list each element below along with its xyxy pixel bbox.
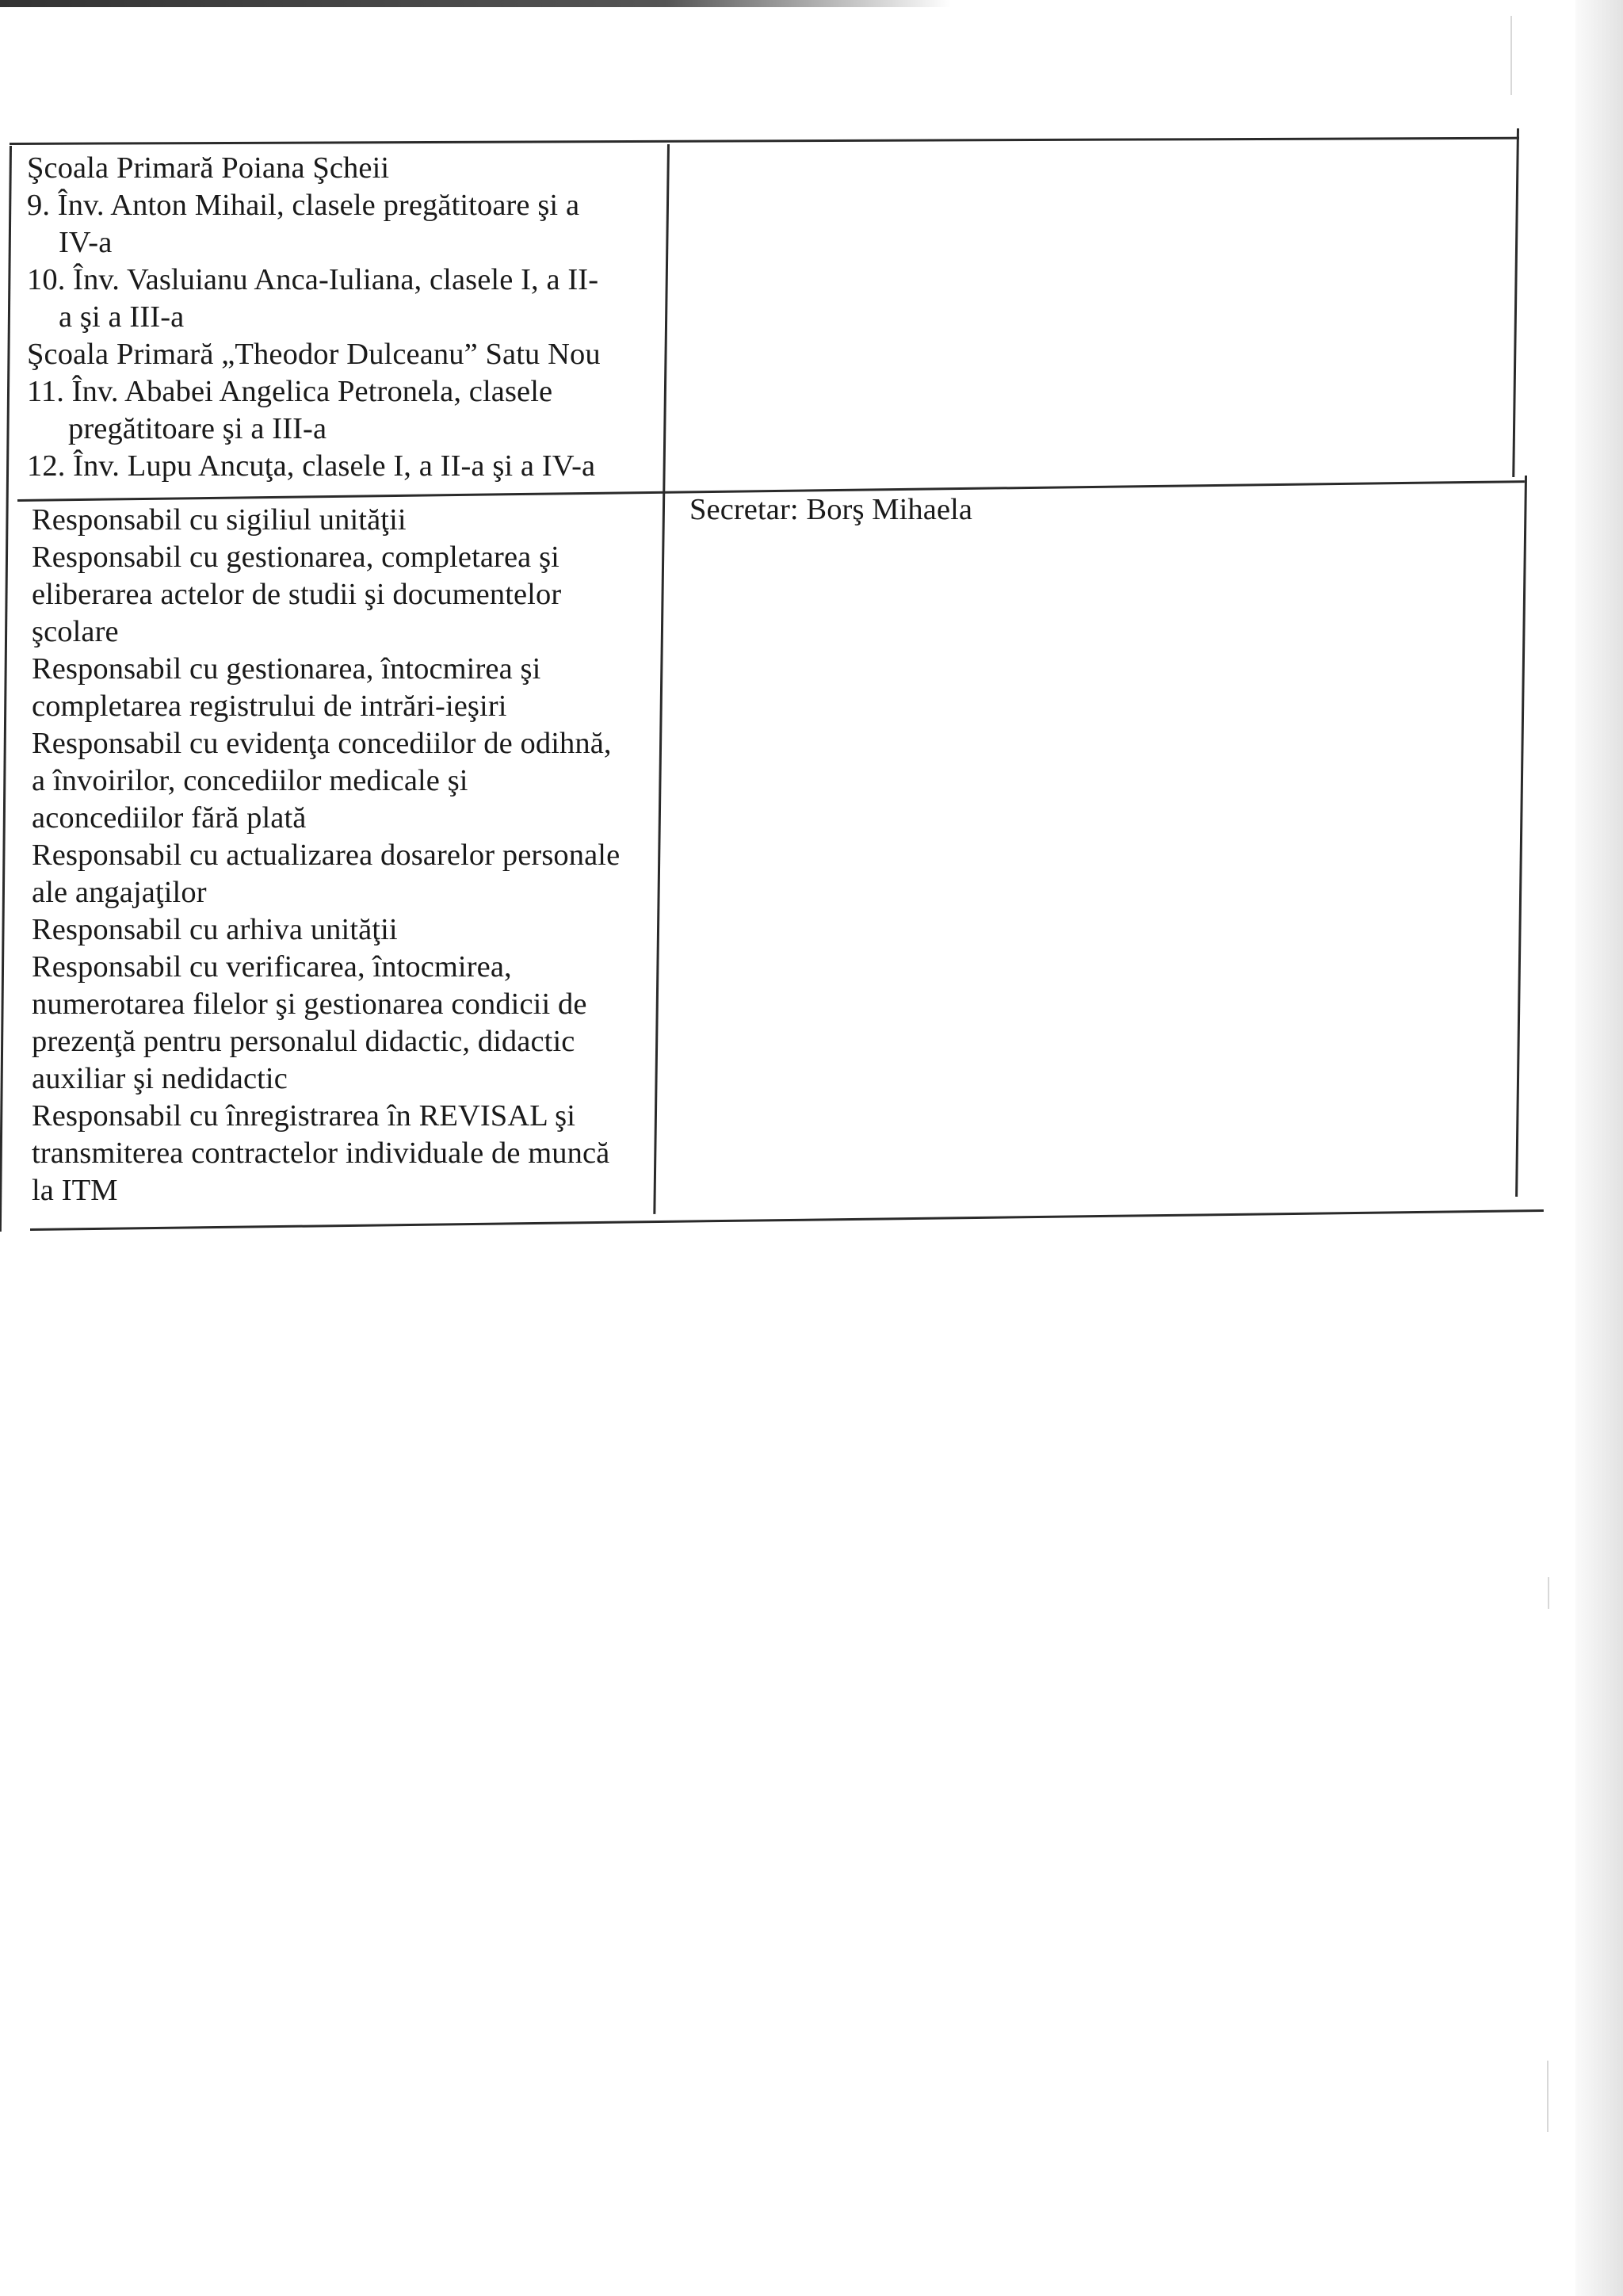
responsibility-line: auxiliar şi nedidactic: [32, 1062, 288, 1095]
responsibility-line: transmiterea contractelor individuale de muncă: [32, 1137, 610, 1170]
table-border-left: [0, 146, 12, 1232]
table-cell-person: [689, 491, 1514, 529]
responsibility-line: aconcediilor fără plată: [32, 801, 307, 835]
teacher-item: 12. Înv. Lupu Ancuţa, clasele I, a II-a şi a IV-a: [27, 449, 596, 483]
secretary-name: Secretar: Borş Mihaela: [689, 493, 973, 526]
responsibility-line: Responsabil cu arhiva unităţii: [32, 913, 398, 946]
responsibility-line: Responsabil cu actualizarea dosarelor personale: [32, 839, 621, 872]
scan-right-margin: [1575, 0, 1623, 2296]
responsibility-line: eliberarea actelor de studii şi documentelor: [32, 578, 562, 611]
responsibility-line: prezenţă pentru personalul didactic, didactic: [32, 1025, 575, 1058]
responsibility-line: Responsabil cu înregistrarea în REVISAL şi: [32, 1099, 576, 1133]
scan-top-edge: [0, 0, 951, 7]
responsibility-line: Responsabil cu verificarea, întocmirea,: [32, 950, 512, 984]
responsibility-line: ale angajaţilor: [32, 876, 207, 909]
responsibility-line: Responsabil cu evidenţa concediilor de odihnă,: [32, 727, 612, 760]
table-border-bottom: [30, 1209, 1544, 1231]
scan-mark: [1547, 2061, 1549, 2132]
school-name: Şcoala Primară Poiana Şcheii: [27, 151, 390, 185]
scan-mark: [1548, 1577, 1549, 1609]
responsibility-line: la ITM: [32, 1174, 118, 1207]
responsibility-line: şcolare: [32, 615, 119, 648]
table-cell-empty: [674, 150, 1514, 483]
school-name: Şcoala Primară „Theodor Dulceanu” Satu Nou: [27, 338, 601, 371]
teacher-item-continued: a şi a III-a: [59, 300, 185, 334]
responsibility-line: numerotarea filelor şi gestionarea condicii de: [32, 988, 587, 1021]
responsibility-line: completarea registrului de intrări-ieşiri: [32, 690, 507, 723]
teacher-item: 11. Înv. Ababei Angelica Petronela, clasele: [27, 375, 553, 408]
table-border-top: [10, 137, 1519, 145]
teacher-item: 10. Înv. Vasluianu Anca-Iuliana, clasele I, a II-: [27, 263, 599, 296]
table-border-right: [1515, 476, 1527, 1197]
table-cell-responsibilities: [32, 502, 674, 1209]
responsibility-line: Responsabil cu gestionarea, întocmirea şi: [32, 652, 541, 686]
teacher-item-continued: IV-a: [59, 226, 113, 259]
responsibility-line: Responsabil cu gestionarea, completarea şi: [32, 541, 559, 574]
responsibility-line: Responsabil cu sigiliul unităţii: [32, 503, 407, 537]
scan-mark: [1510, 16, 1512, 95]
responsibility-line: a învoirilor, concediilor medicale şi: [32, 764, 468, 797]
table-cell-school-teachers: [27, 150, 661, 485]
teacher-item: 9. Înv. Anton Mihail, clasele pregătitoare şi a: [27, 189, 580, 222]
teacher-item-continued: pregătitoare şi a III-a: [68, 412, 327, 445]
